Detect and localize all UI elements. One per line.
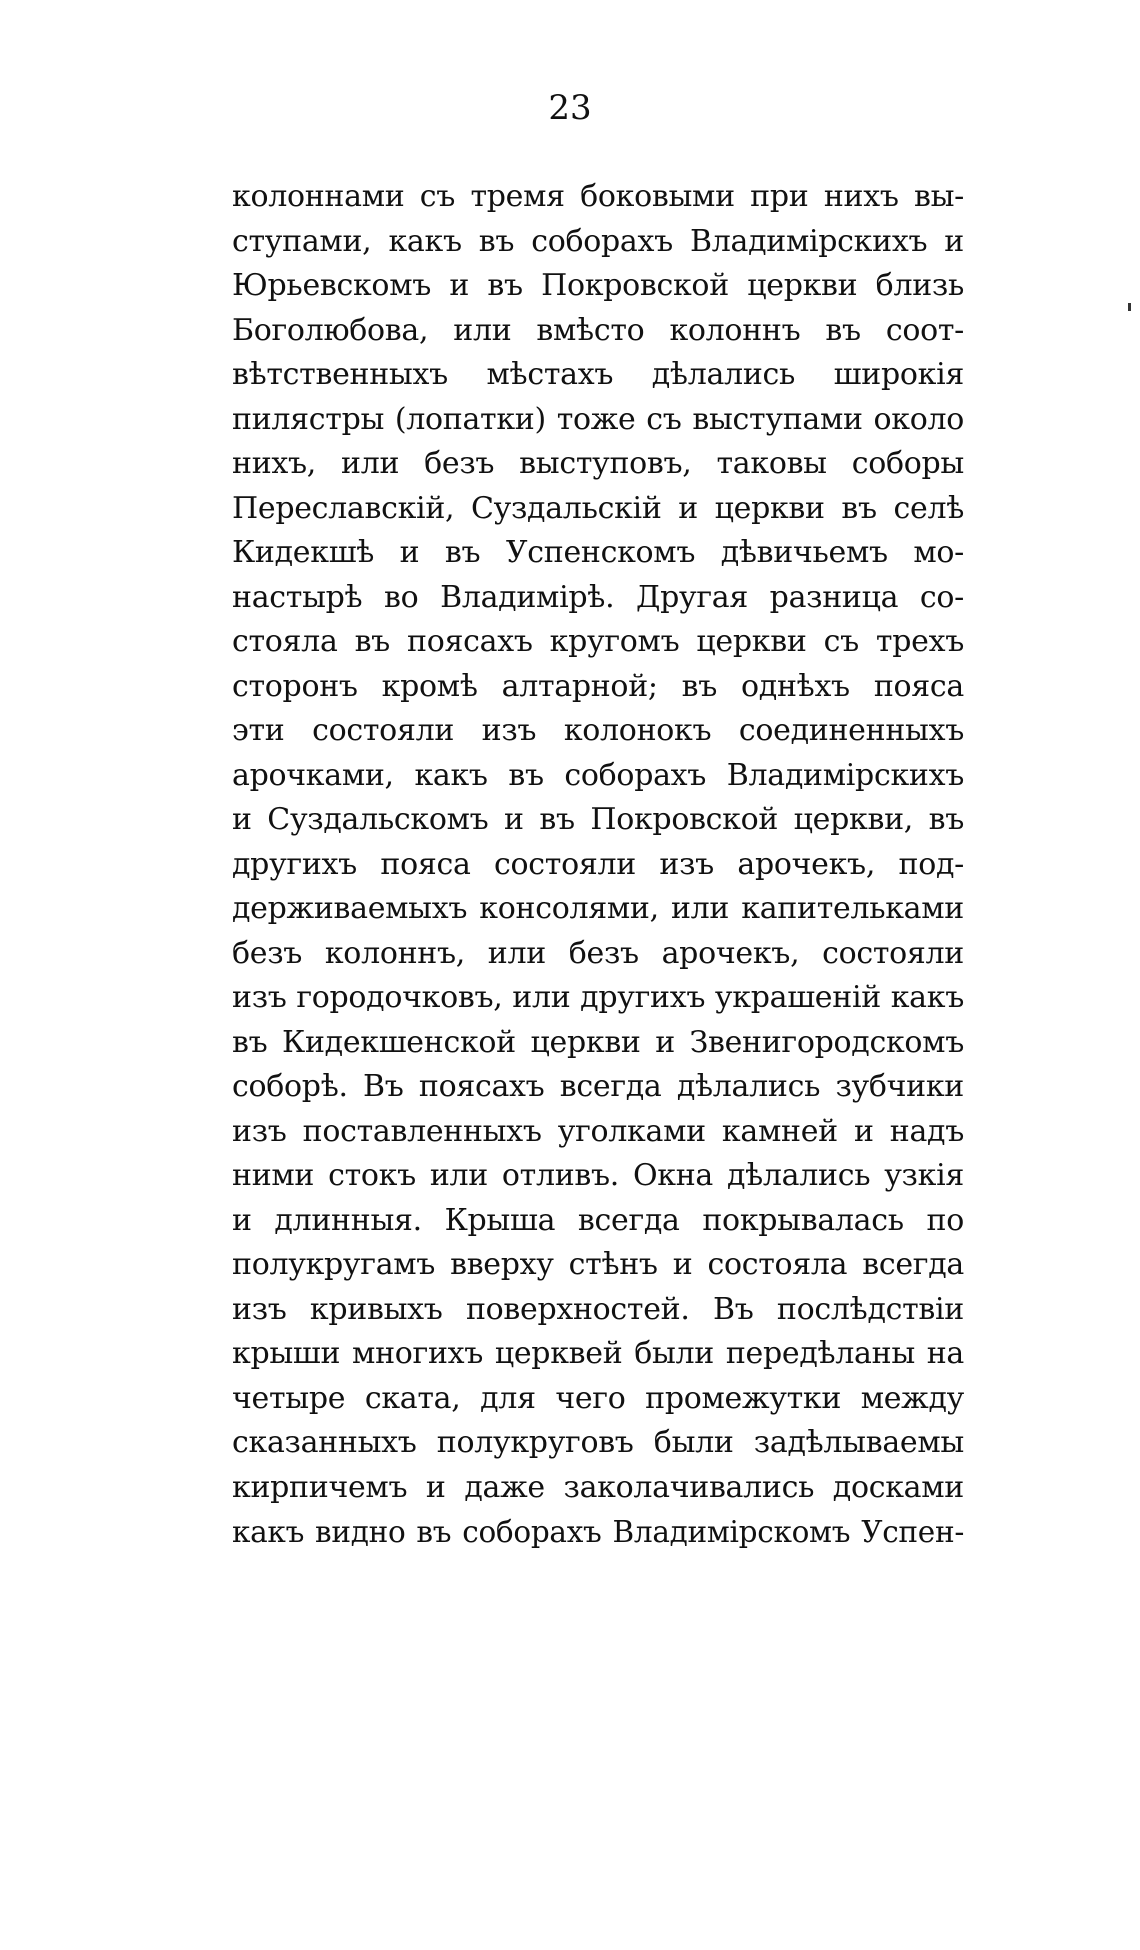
text-line: Переславскій, Суздальскій и церкви въ селѣ [232,490,964,526]
margin-mark [1128,303,1131,311]
text-line: полукругамъ вверху стѣнъ и состояла всегда [232,1247,964,1282]
text-line: Боголюбова, или вмѣсто колоннъ въ соот- [232,312,964,348]
text-line: сторонъ кромѣ алтарной; въ однѣхъ пояса [232,668,964,704]
text-line: какъ видно въ соборахъ Владимірскомъ Успен- [232,1515,964,1549]
text-line: сказанныхъ полукруговъ были задѣлываемы [232,1425,964,1460]
text-line: Юрьевскомъ и въ Покровской церкви близь [232,268,964,303]
text-line: изъ поставленныхъ уголками камней и надъ [232,1113,964,1149]
text-line: безъ колоннъ, или безъ арочекъ, состояли [232,935,964,971]
body-text [232,175,964,1555]
text-line: и длинныя. Крыша всегда покрывалась по [232,1202,964,1238]
text-line: кирпичемъ и даже заколачивались досками [232,1469,964,1505]
page-number: 23 [548,88,592,128]
text-line: и Суздальскомъ и въ Покровской церкви, въ [232,802,964,837]
text-line: ними стокъ или отливъ. Окна дѣлались узкія [232,1158,964,1193]
text-line: въ Кидекшенской церкви и Звенигородскомъ [232,1024,964,1060]
text-line: вѣтственныхъ мѣстахъ дѣлались широкія [232,357,964,392]
text-line: эти состояли изъ колонокъ соединенныхъ [232,713,964,748]
text-line: соборѣ. Въ поясахъ всегда дѣлались зубчики [232,1069,964,1104]
text-line: изъ городочковъ, или другихъ украшеній какъ [232,980,964,1015]
text-line: арочками, какъ въ соборахъ Владимірскихъ [232,757,964,793]
text-line: стояла въ поясахъ кругомъ церкви съ трехъ [232,624,964,659]
text-line: Кидекшѣ и въ Успенскомъ дѣвичьемъ мо- [232,535,964,570]
text-line: держиваемыхъ консолями, или капительками [232,891,964,926]
text-line: изъ кривыхъ поверхностей. Въ послѣдствіи [232,1291,964,1327]
text-line: четыре ската, для чего промежутки между [232,1380,964,1416]
text-line: крыши многихъ церквей были передѣланы на [232,1336,964,1371]
text-line: колоннами съ тремя боковыми при нихъ вы- [232,179,964,214]
text-line: другихъ пояса состояли изъ арочекъ, под- [232,846,964,882]
text-line: ступами, какъ въ соборахъ Владимірскихъ и [232,223,964,259]
text-line: пилястры (лопатки) тоже съ выступами около [232,401,964,437]
text-line: настырѣ во Владимірѣ. Другая разница со- [232,579,964,615]
text-line: нихъ, или безъ выступовъ, таковы соборы [232,446,964,481]
